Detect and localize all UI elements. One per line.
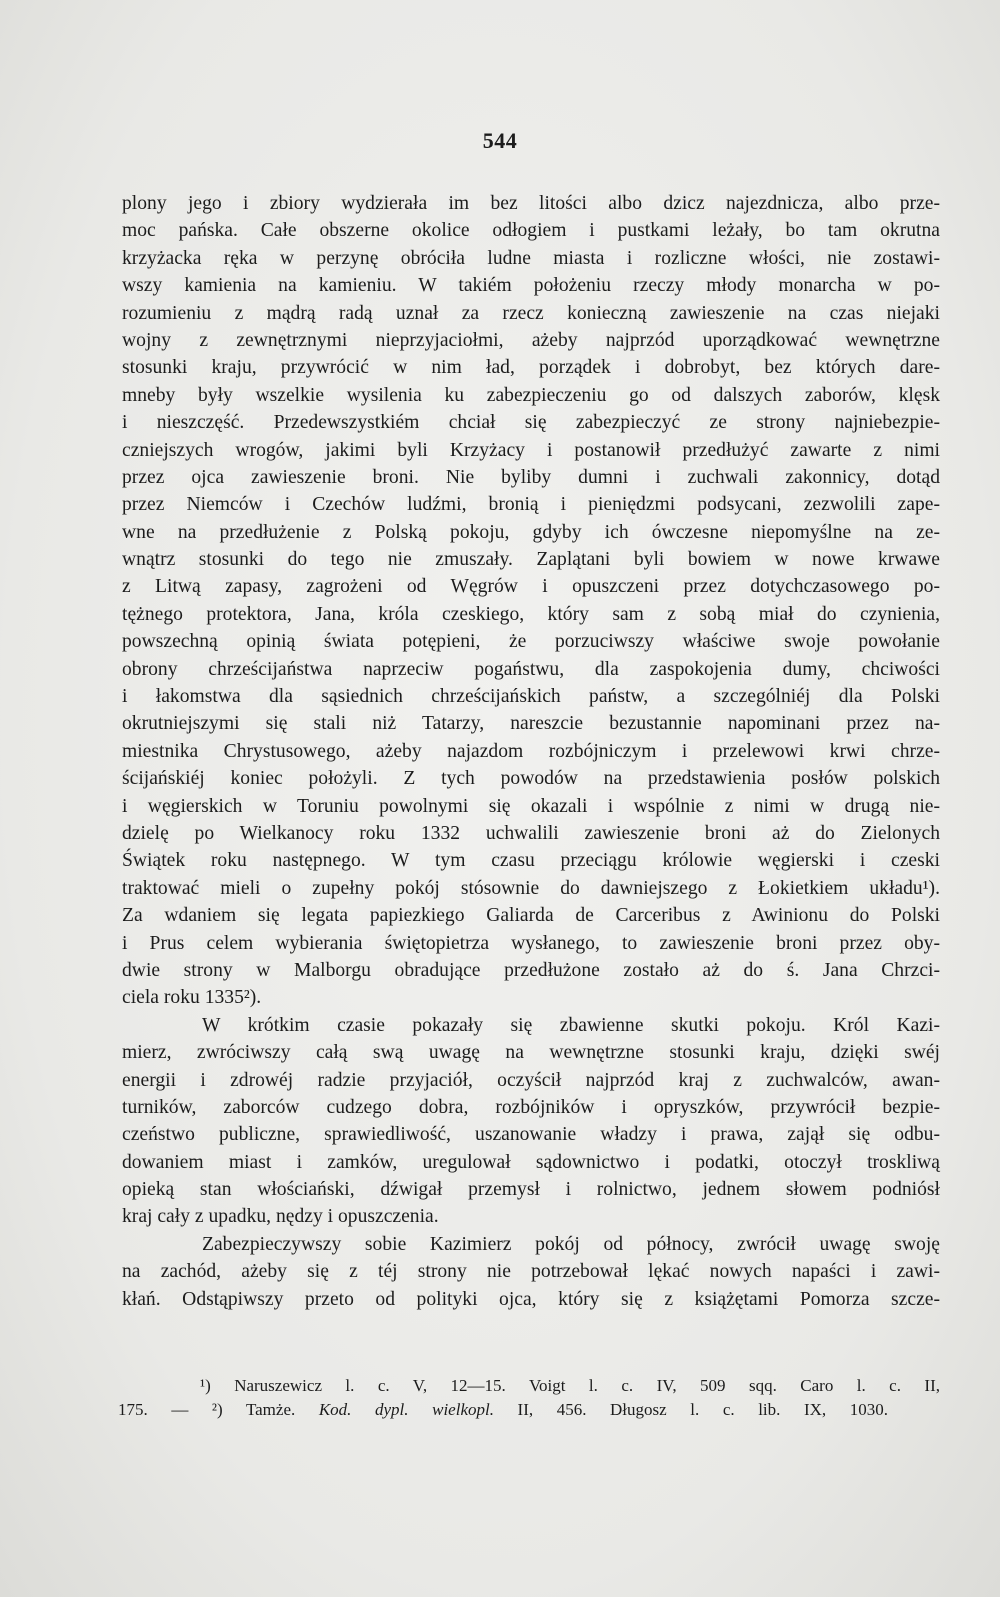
text-line: i nieszczęść. Przedewszystkiém chciał się zabezpieczyć ze strony najniebezpie-	[122, 412, 940, 434]
text-line: dzielę po Wielkanocy roku 1332 uchwalili zawieszenie broni aż do Zielonych	[122, 822, 940, 844]
text-line: okrutniejszymi się stali niż Tatarzy, nareszcie bezustannie napominani przez na-	[122, 713, 940, 735]
text-line: miestnika Chrystusowego, ażeby najazdom rozbójniczym i przelewowi krwi chrze-	[122, 740, 940, 762]
body-text	[122, 190, 940, 1313]
text-line: wne na przedłużenie z Polską pokoju, gdyby ich ówczesne niepomyślne na ze-	[122, 521, 940, 543]
text-line: przez ojca zawieszenie broni. Nie byliby dumni i zuchwali zakonnicy, dotąd	[122, 466, 940, 488]
footnotes	[118, 1374, 940, 1422]
text-line: dwie strony w Malborgu obradujące przedłużone zostało aż do ś. Jana Chrzci-	[122, 959, 940, 981]
text-line: dowaniem miast i zamków, uregulował sądownictwo i podatki, otoczył troskliwą	[122, 1151, 940, 1173]
footnote-text: 175. — ²) Tamże.	[118, 1400, 319, 1419]
text-line: czniejszych wrogów, jakimi byli Krzyżacy i postanowił przedłużyć zawarte z nimi	[122, 439, 940, 461]
text-line: i Prus celem wybierania świętopietrza wysłanego, to zawieszenie broni przez oby-	[122, 932, 940, 954]
text-line: traktować mieli o zupełny pokój stósownie do dawniejszego z Łokietkiem układu¹).	[122, 877, 940, 899]
text-line: rozumieniu z mądrą radą uznał za rzecz konieczną zawieszenie na czas niejaki	[122, 302, 940, 324]
text-line: przez Niemców i Czechów ludźmi, bronią i pieniędzmi podsycani, zezwolili zape-	[122, 494, 940, 516]
text-line: ciela roku 1335²).	[122, 987, 262, 1009]
text-line: mierz, zwróciwszy całą swą uwagę na wewnętrzne stosunki kraju, dzięki swéj	[122, 1042, 940, 1064]
text-line: opieką stan włościański, dźwigał przemysł i rolnictwo, jednem słowem podniósł	[122, 1179, 940, 1201]
text-line: i węgierskich w Toruniu powolnymi się okazali i wspólnie z nimi w drugą nie-	[122, 795, 940, 817]
text-line: turników, zaborców cudzego dobra, rozbójników i opryszków, przywrócił bezpie-	[122, 1096, 940, 1118]
text-line: wojny z zewnętrznymi nieprzyjaciołmi, ażeby najprzód uporządkować wewnętrzne	[122, 329, 940, 351]
text-line: kłań. Odstąpiwszy przeto od polityki ojca, który się z książętami Pomorza szcze-	[122, 1288, 940, 1310]
text-line: na zachód, ażeby się z téj strony nie potrzebował lękać nowych napaści i zawi-	[122, 1261, 940, 1283]
text-line: z Litwą zapasy, zagrożeni od Węgrów i opuszczeni przez dotychczasowego po-	[122, 576, 940, 598]
text-line: Zabezpieczywszy sobie Kazimierz pokój od północy, zwrócił uwagę swoję	[202, 1233, 940, 1255]
text-line: wnątrz stosunki do tego nie zmuszały. Zaplątani byli bowiem w nowe krwawe	[122, 549, 940, 571]
text-line: ścijańskiéj koniec położyli. Z tych powodów na przedstawienia posłów polskich	[122, 768, 940, 790]
text-line: wszy kamienia na kamieniu. W takiém położeniu rzeczy młody monarcha w po-	[122, 275, 940, 297]
text-line: mneby były wszelkie wysilenia ku zabezpieczeniu go od dalszych zaborów, klęsk	[122, 384, 940, 406]
text-line: energii i zdrowéj radzie przyjaciół, oczyścił najprzód kraj z zuchwalców, awan-	[122, 1069, 940, 1091]
text-line: Świątek roku następnego. W tym czasu przeciągu królowie węgierski i czeski	[122, 850, 940, 872]
text-line: Za wdaniem się legata papiezkiego Galiarda de Carceribus z Awinionu do Polski	[122, 905, 940, 927]
footnote-line	[118, 1398, 888, 1422]
page-number: 544	[482, 128, 518, 153]
footnote-text: II, 456. Długosz l. c. lib. IX, 1030.	[493, 1400, 888, 1419]
footnote-line: ¹) Naruszewicz l. c. V, 12—15. Voigt l. c. IV, 509 sqq. Caro l. c. II,	[200, 1376, 940, 1395]
text-line: plony jego i zbiory wydzierała im bez litości albo dzicz najezdnicza, albo prze-	[122, 193, 940, 214]
footnote-italic-title: Kod. dypl. wielkopl.	[318, 1400, 494, 1419]
text-line: czeństwo publiczne, sprawiedliwość, uszanowanie władzy i prawa, zajął się odbu-	[122, 1124, 940, 1146]
text-line: W krótkim czasie pokazały się zbawienne skutki pokoju. Król Kazi-	[202, 1014, 940, 1036]
text-line: i łakomstwa dla sąsiednich chrześcijańskich państw, a szczególniéj dla Polski	[122, 686, 940, 708]
text-line: kraj cały z upadku, nędzy i opuszczenia.	[122, 1206, 439, 1228]
text-line: stosunki kraju, przywrócić w nim ład, porządek i dobrobyt, bez których dare-	[122, 357, 940, 379]
text-line: krzyżacka ręka w perzynę obróciła ludne miasta i rozliczne włości, nie zostawi-	[122, 247, 940, 269]
text-line: obrony chrześcijaństwa naprzeciw pogaństwu, dla zaspokojenia dumy, chciwości	[122, 658, 940, 680]
text-line: powszechną opinią świata potępieni, że porzuciwszy właściwe swoje powołanie	[122, 631, 940, 653]
text-line: tężnego protektora, Jana, króla czeskiego, który sam z sobą miał do czynienia,	[122, 603, 940, 625]
text-line: moc pańska. Całe obszerne okolice odłogiem i pustkami leżały, bo tam okrutna	[122, 220, 940, 242]
